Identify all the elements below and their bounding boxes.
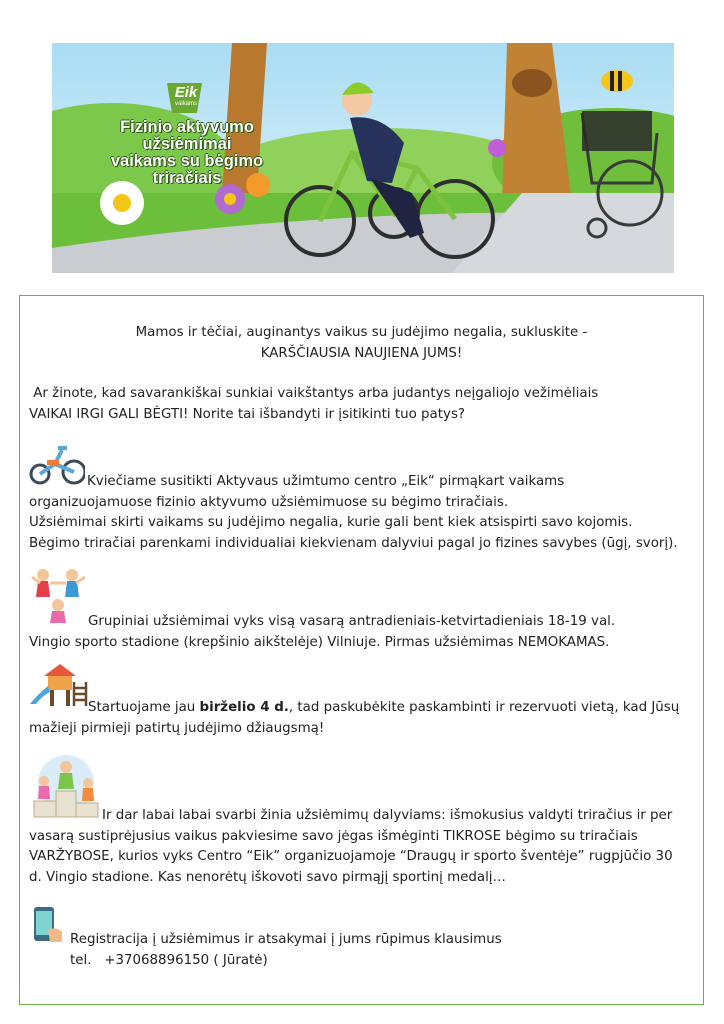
question-line: VAIKAI IRGI GALI BĖGTI! Norite tai išbandyti ir įsitikinti tuo patys? [29, 406, 466, 422]
intro-line: KARŠČIAUSIA NAUJIENA JUMS! [260, 345, 463, 361]
start-paragraph [29, 698, 679, 739]
competition-line: Ir dar labai labai svarbi žinia užsiėmimų dalyviams: išmokusius valdyti triračius ir per [102, 808, 673, 823]
registration-paragraph [70, 930, 502, 971]
banner-title-line: Fizinio aktyvumo užsiėmimai [120, 118, 254, 153]
schedule-line: Grupiniai užsiėmimai vyks visą vasarą antradieniais-ketvirtadieniais 18-19 val. [88, 614, 616, 629]
competition-line: VARŽYBOSE, kurios vyks Centro “Eik” organizuojamoje “Draugų ir sporto šventėje” rugpjūčio 30 [29, 849, 673, 864]
invite-paragraph [29, 472, 678, 554]
invite-line: Kviečiame susitikti Aktyvaus užimtumo centro „Eik“ pirmąkart vaikams [87, 474, 565, 489]
start-post: , tad paskubėkite paskambinti ir rezervuoti vietą, kad Jūsų [288, 700, 680, 715]
phone-icon [32, 906, 66, 944]
registration-phone: tel. +37068896150 ( Jūratė) [70, 952, 268, 968]
intro-line: Mamos ir tėčiai, auginantys vaikus su judėjimo negalia, sukluskite - [135, 325, 588, 340]
registration-line: Registracija į užsiėmimus ir atsakymai į jums rūpimus klausimus [70, 932, 502, 947]
question-line: Ar žinote, kad savarankiškai sunkiai vaikštantys arba judantys neįgaliojo vežimėliais [29, 386, 599, 401]
banner-title-line: vaikams su bėgimo [110, 152, 264, 170]
start-pre: Startuojame jau [88, 700, 200, 715]
competition-line: vasarą sustiprėjusius vaikus pakviesime savo jėgas išmėginti TIKROSE bėgimo su triračiais [29, 828, 638, 844]
schedule-paragraph [29, 612, 615, 653]
start-date: birželio 4 d. [199, 700, 289, 715]
banner-image [52, 43, 674, 273]
competition-paragraph [29, 806, 673, 888]
question-paragraph [29, 384, 598, 425]
start-line: mažieji pirmieji patirtų judėjimo džiaugsmą! [29, 720, 325, 736]
logo-text: Eik [174, 84, 198, 101]
banner-title [82, 119, 292, 187]
logo [165, 85, 207, 108]
start-line [29, 698, 679, 719]
invite-line: Užsiėmimai skirti vaikams su judėjimo negalia, kurie gali bent kiek atsispirti savo kojomis. [29, 515, 633, 530]
logo-subtext: vaikams [174, 101, 197, 107]
intro-heading [19, 323, 704, 364]
banner-title-line: triračiais [152, 169, 222, 187]
schedule-line: Vingio sporto stadione (krepšinio aikštelėje) Vilniuje. Pirmas užsiėmimas NEMOKAMAS. [29, 634, 610, 650]
competition-line: d. Vingio stadione. Kas nenorėtų iškovoti savo pirmąjį sportinį medalį… [29, 869, 506, 885]
invite-line: organizuojamuose fizinio aktyvumo užsiėmimuose su bėgimo triračiais. [29, 494, 509, 510]
invite-line: Bėgimo triračiai parenkami individualiai kiekvienam dalyviui pagal jo fizines savybes (ūgį, svorį). [29, 535, 678, 551]
